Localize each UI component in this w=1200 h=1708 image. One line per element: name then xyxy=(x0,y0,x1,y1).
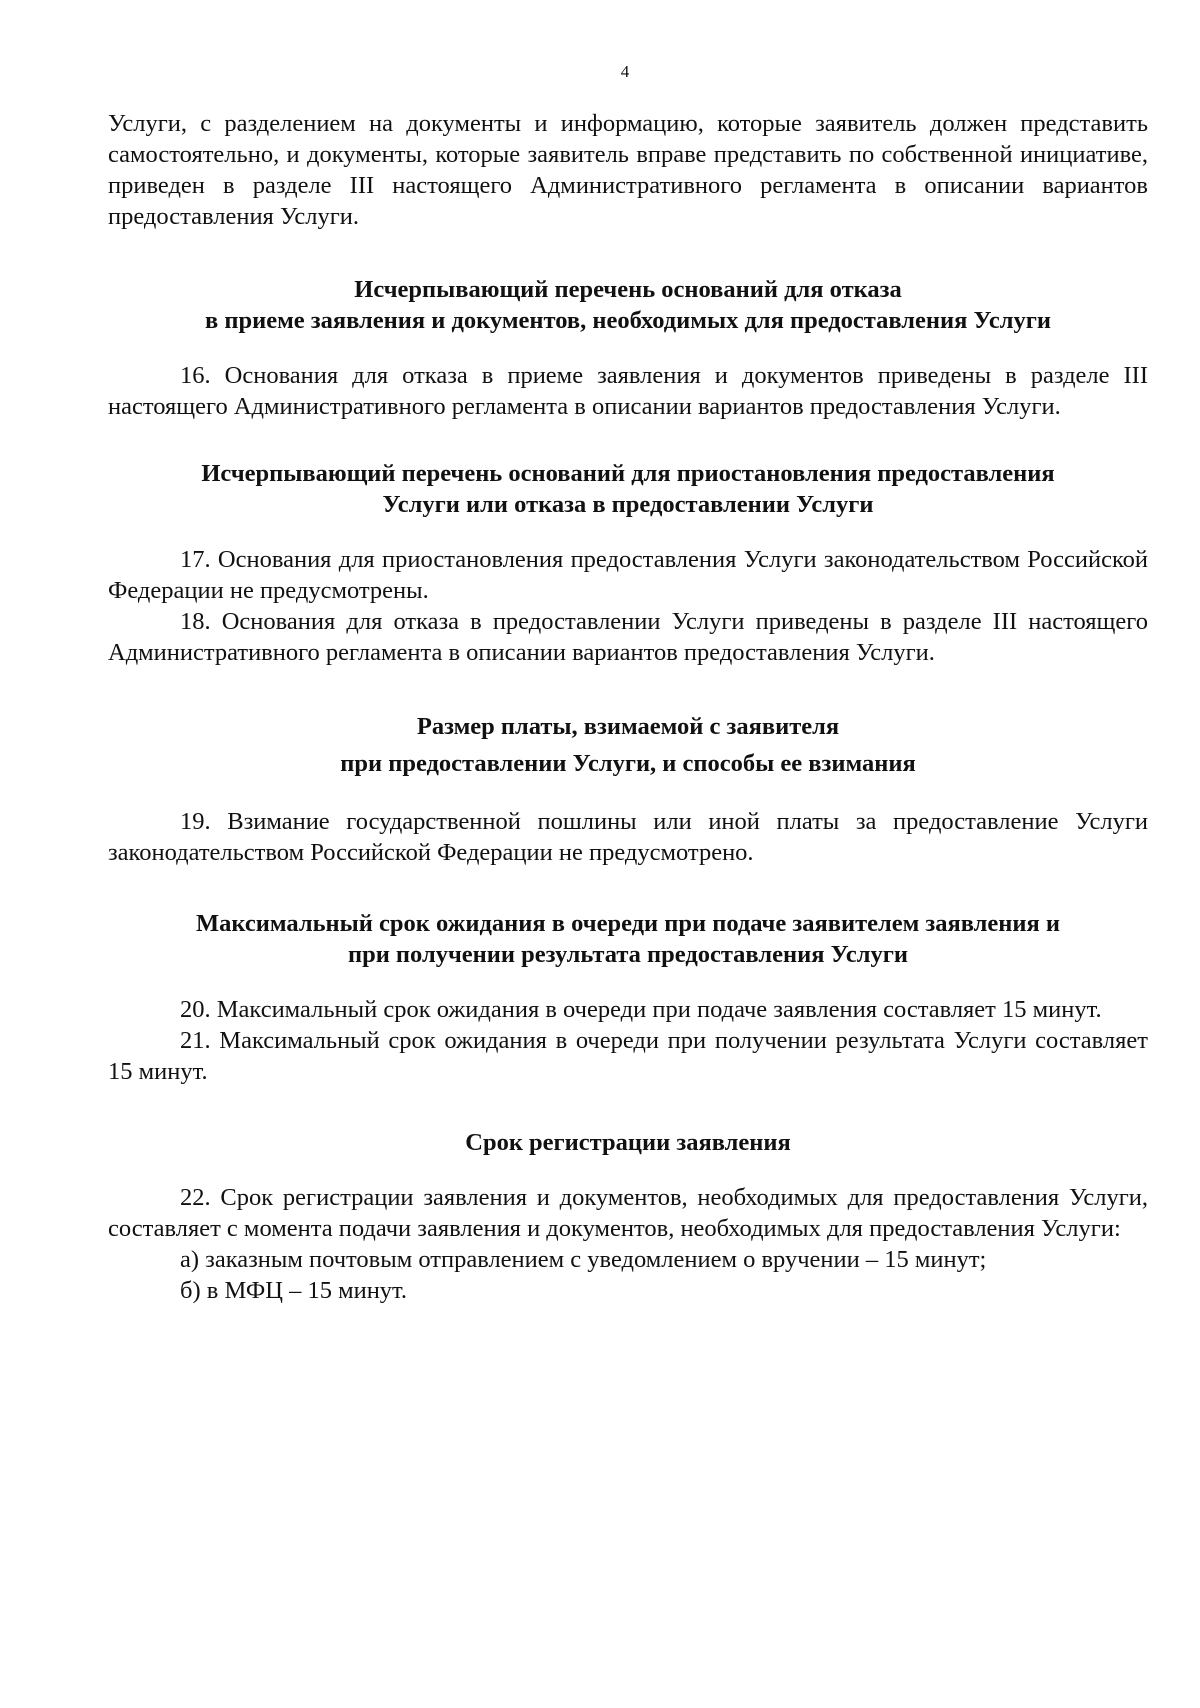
heading-line: в приеме заявления и документов, необходимых для предоставления Услуги xyxy=(205,307,1051,334)
heading-line: при получении результата предоставления Услуги xyxy=(347,941,909,968)
section-heading-registration-term xyxy=(108,1127,1148,1158)
section-heading-fee xyxy=(108,708,1148,782)
heading-line: Исчерпывающий перечень оснований для приостановления предоставления xyxy=(201,460,1055,487)
page-number: 4 xyxy=(620,62,630,81)
intro-paragraph: Услуги, с разделением на документы и информацию, которые заявитель должен представить самостоятельно, и документы, которые заявитель вправе представить по собственной инициативе, приведен в разделе III настоящего Административного регламента в описании вариантов предоставления Услуги. xyxy=(108,110,1148,230)
document-body xyxy=(108,108,1148,1306)
section-heading-suspension xyxy=(108,458,1148,520)
paragraph-20: 20. Максимальный срок ожидания в очереди при подаче заявления составляет 15 минут. xyxy=(180,996,1102,1023)
section-heading-refusal-acceptance xyxy=(108,274,1148,336)
heading-line: Размер платы, взимаемой с заявителя xyxy=(416,713,840,740)
paragraph-18: 18. Основания для отказа в предоставлении Услуги приведены в разделе III настоящего Административного регламента в описании вариантов предоставления Услуги. xyxy=(108,608,1148,666)
list-item-a: а) заказным почтовым отправлением с уведомлением о вручении – 15 минут; xyxy=(180,1246,987,1273)
heading-line: Исчерпывающий перечень оснований для отказа xyxy=(354,276,902,303)
heading-line: Срок регистрации заявления xyxy=(465,1129,791,1156)
paragraph-16: 16. Основания для отказа в приеме заявления и документов приведены в разделе III настоящего Административного регламента в описании вариантов предоставления Услуги. xyxy=(108,362,1148,420)
paragraph-17: 17. Основания для приостановления предоставления Услуги законодательством Российской Федерации не предусмотрены. xyxy=(108,546,1148,604)
heading-line: при предоставлении Услуги, и способы ее взимания xyxy=(340,750,916,777)
paragraph-22: 22. Срок регистрации заявления и документов, необходимых для предоставления Услуги, составляет с момента подачи заявления и документов, необходимых для предоставления Услуги: xyxy=(108,1184,1148,1242)
paragraph-21: 21. Максимальный срок ожидания в очереди при получении результата Услуги составляет 15 минут. xyxy=(108,1027,1148,1085)
list-item-b: б) в МФЦ – 15 минут. xyxy=(180,1277,408,1304)
paragraph-19: 19. Взимание государственной пошлины или иной платы за предоставление Услуги законодательством Российской Федерации не предусмотрено. xyxy=(108,808,1148,866)
heading-line: Услуги или отказа в предоставлении Услуги xyxy=(382,491,874,518)
heading-line: Максимальный срок ожидания в очереди при подаче заявителем заявления и xyxy=(195,910,1061,937)
section-heading-queue-time xyxy=(108,908,1148,970)
